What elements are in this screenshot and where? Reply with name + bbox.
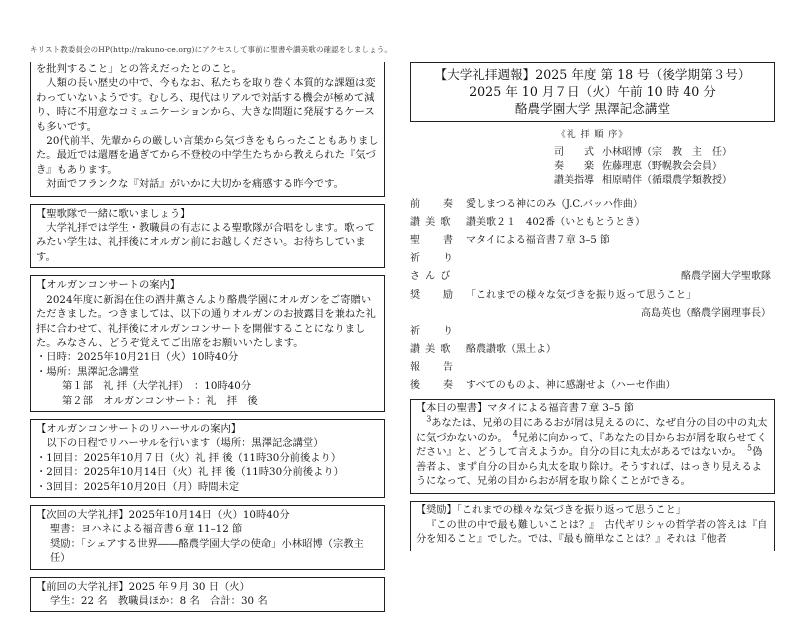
program-row [410, 288, 775, 303]
program-content: 愛しまつる神にのみ（J.C.バッハ作曲） [466, 198, 643, 210]
program-row [410, 360, 775, 375]
essay-paragraph: 20代前半、先輩からの厳しい言葉から気づきをもらったこともありました。最近では還暦を過ぎてから不登校の中学生たちから教えられた『気づき』もあります。 [36, 135, 379, 176]
program-item: 奨 励 [410, 289, 454, 301]
next-service-heading: 【次回の大学礼拝】2025年10月14日（火）10時40分 [36, 508, 290, 521]
next-service-scripture: 聖書：ヨハネによる福音書６章 11–12 節 [50, 523, 243, 536]
rehearsal-item: ・1回目：2025年10月７日（火）礼 拝 後（11時30分前後より） [36, 451, 342, 464]
previous-service-heading: 【前回の大学礼拝】2025 年９月 30 日（火） [36, 580, 250, 593]
program-item: 祈 り [410, 253, 454, 265]
program-item: 祈 り [410, 325, 454, 337]
order-of-service-title: 《礼 拝 順 序》 [556, 130, 629, 140]
verse-text: 兄弟に向かって、『あなたの目からおが屑を取らせてください』と、どうして言えようか。自分の目に丸太があるではないか。 [416, 432, 767, 459]
scripture-text [416, 414, 769, 490]
program-content [466, 324, 775, 339]
concert-heading: 【オルガンコンサートの案内】 [36, 279, 181, 292]
next-service-sermon: 奨励：「シェアする世界――酪農学園大学の使命」小林昭博（宗教主任） [50, 537, 364, 565]
program-item: 報 告 [410, 362, 454, 374]
program-content: 讃美歌２１ 402番（いともとうとき） [466, 216, 646, 228]
essay-paragraph: 人類の長い歴史の中で、今もなお、私たちを取り巻く本質的な課題は変わっていないようです。むしろ、現代はリアルで対話する機会が極めて減り、時に不用意なコミュニケーションから、大きな問題に発展するケースも多いです。 [36, 77, 376, 133]
essay-paragraph: 対面でフランクな『対話』がいかに大切かを痛感する昨今です。 [46, 178, 344, 191]
right-column [410, 62, 775, 558]
previous-service-box [30, 577, 385, 613]
program-content [466, 360, 775, 375]
program-item: 前 奏 [410, 198, 454, 210]
essay-line: を批判すること」との答えだったとのこと。 [36, 63, 242, 75]
verse-text: 偽善者よ、まず自分の目から丸太を取り除け。そうすれば、はっきり見えるようになって、兄弟の目からおが屑を取り除くことができる。 [416, 447, 763, 488]
program-content [466, 251, 775, 266]
concert-notice-box [30, 275, 385, 412]
program-row [410, 306, 775, 321]
program-row [410, 197, 775, 212]
rehearsal-intro: 以下の日程でリハーサルを行います（場所：黒澤記念講堂） [46, 437, 324, 450]
next-service-box [30, 505, 385, 570]
staff-role: 奏 楽 [554, 161, 594, 173]
attendance-count: 学生：22 名 教職員ほか：8 名 合計：30 名 [50, 595, 268, 607]
staff-role: 讃美指導 [554, 175, 594, 187]
verse-text: あなたは、兄弟の目にあるおが屑は見えるのに、なぜ自分の目の中の丸太に気づかないのか。 [416, 418, 768, 444]
program-content: マタイによる福音書７章 3–5 節 [466, 234, 610, 246]
program-performer: 酪農学園大学聖歌隊 [681, 271, 771, 283]
program-item: 讃 美 歌 [410, 216, 452, 228]
program-row [410, 378, 775, 393]
staff-name: 相原晴伴（循環農学類教授） [602, 175, 732, 187]
service-datetime: 2025 年 10 月７日（火）午前 10 時 40 分 [469, 84, 716, 99]
verse-number: 5 [746, 443, 753, 453]
rehearsal-item: ・2回目：2025年10月14日（火）礼 拝 後（11時30分前後より） [36, 466, 344, 479]
choir-heading: 【聖歌隊で一緒に歌いましょう】 [36, 207, 191, 220]
choir-text: 大学礼拝では学生・教職員の有志による聖歌隊が合唱をします。歌ってみたい学生は、礼拝後にオルガン前にお越しください。お待ちしています。 [36, 222, 375, 263]
concert-part2: 第２部 オルガンコンサート：礼 拝 後 [62, 394, 258, 407]
program-list [410, 197, 775, 394]
program-content: 「これまでの様々な気づきを振り返って思うこと」 [466, 289, 696, 301]
program-speaker: 高島英也（酪農学園理事長） [641, 307, 771, 319]
staff-name: 小林昭博（宗 教 主 任） [602, 147, 732, 158]
program-item: 聖 書 [410, 234, 454, 246]
service-venue: 酪農学園大学 黒澤記念講堂 [514, 101, 671, 116]
continued-essay-box [30, 62, 385, 197]
concert-date: ・日時：2025年10月21日（火）10時40分 [36, 351, 239, 364]
program-row [410, 269, 775, 284]
program-item [410, 306, 466, 321]
scripture-heading: 【本日の聖書】マタイによる福音書７章 3–5 節 [416, 403, 634, 415]
concert-place: ・場所：黒澤記念講堂 [36, 365, 139, 378]
left-column [30, 62, 385, 619]
rehearsal-heading: 【オルガンコンサートのリハーサルの案内】 [36, 422, 242, 435]
staff-name: 佐藤理恵（野幌教会会員） [602, 161, 722, 173]
program-item: さ ん び [410, 271, 452, 283]
sermon-heading: 【奨励】「これまでの様々な気づきを振り返って思うこと」 [416, 505, 686, 517]
verse-number: 3 [426, 414, 432, 424]
program-row [410, 233, 775, 248]
concert-part1: 第１部 礼 拝（大学礼拝） ：10時40分 [62, 380, 252, 393]
staff-row [554, 174, 775, 188]
staff-list [554, 146, 775, 189]
program-row [410, 251, 775, 266]
concert-text: 2024年度に新潟在住の酒井薫さんより酪農学園にオルガンをご寄贈いただきました。つきましては、以下の通りオルガンのお披露目を兼ねた礼拝に合わせて、礼拝後にオルガンコンサートを開催することになりました。みなさん、どうぞ覚えてご出席をお願いいたします。 [36, 293, 376, 349]
program-row [410, 215, 775, 230]
staff-row [554, 146, 775, 160]
bulletin-header [410, 62, 775, 122]
program-row [410, 342, 775, 357]
program-item: 後 奏 [410, 380, 454, 392]
staff-role: 司 式 [554, 147, 594, 158]
scripture-box [410, 399, 775, 494]
program-content: すべてのものよ、神に感謝せよ（ハーセ作曲） [466, 380, 676, 392]
verse-number: 4 [512, 429, 518, 439]
sermon-box [410, 501, 775, 551]
top-note: キリスト教委員会のHP(http://rakuno-ce.org)にアクセスして事前に聖書や讃美歌の確認をしましょう。 [30, 45, 392, 54]
staff-row [554, 160, 775, 174]
sermon-text: 『この世の中で最も難しいことは？』 古代ギリシャの哲学者の答えは『自分を知ること』でした。では、『最も簡単なことは？』それは『他者 [416, 519, 768, 546]
rehearsal-notice-box [30, 419, 385, 498]
program-item: 讃 美 歌 [410, 344, 452, 356]
choir-notice-box [30, 204, 385, 269]
program-row [410, 324, 775, 339]
rehearsal-item: ・3回目：2025年10月20日（月）時間未定 [36, 480, 240, 493]
program-content: 酪農讃歌（黒土よ） [466, 344, 556, 356]
bulletin-title: 【大学礼拝週報】2025 年度 第 18 号（後学期第３号） [434, 67, 751, 82]
